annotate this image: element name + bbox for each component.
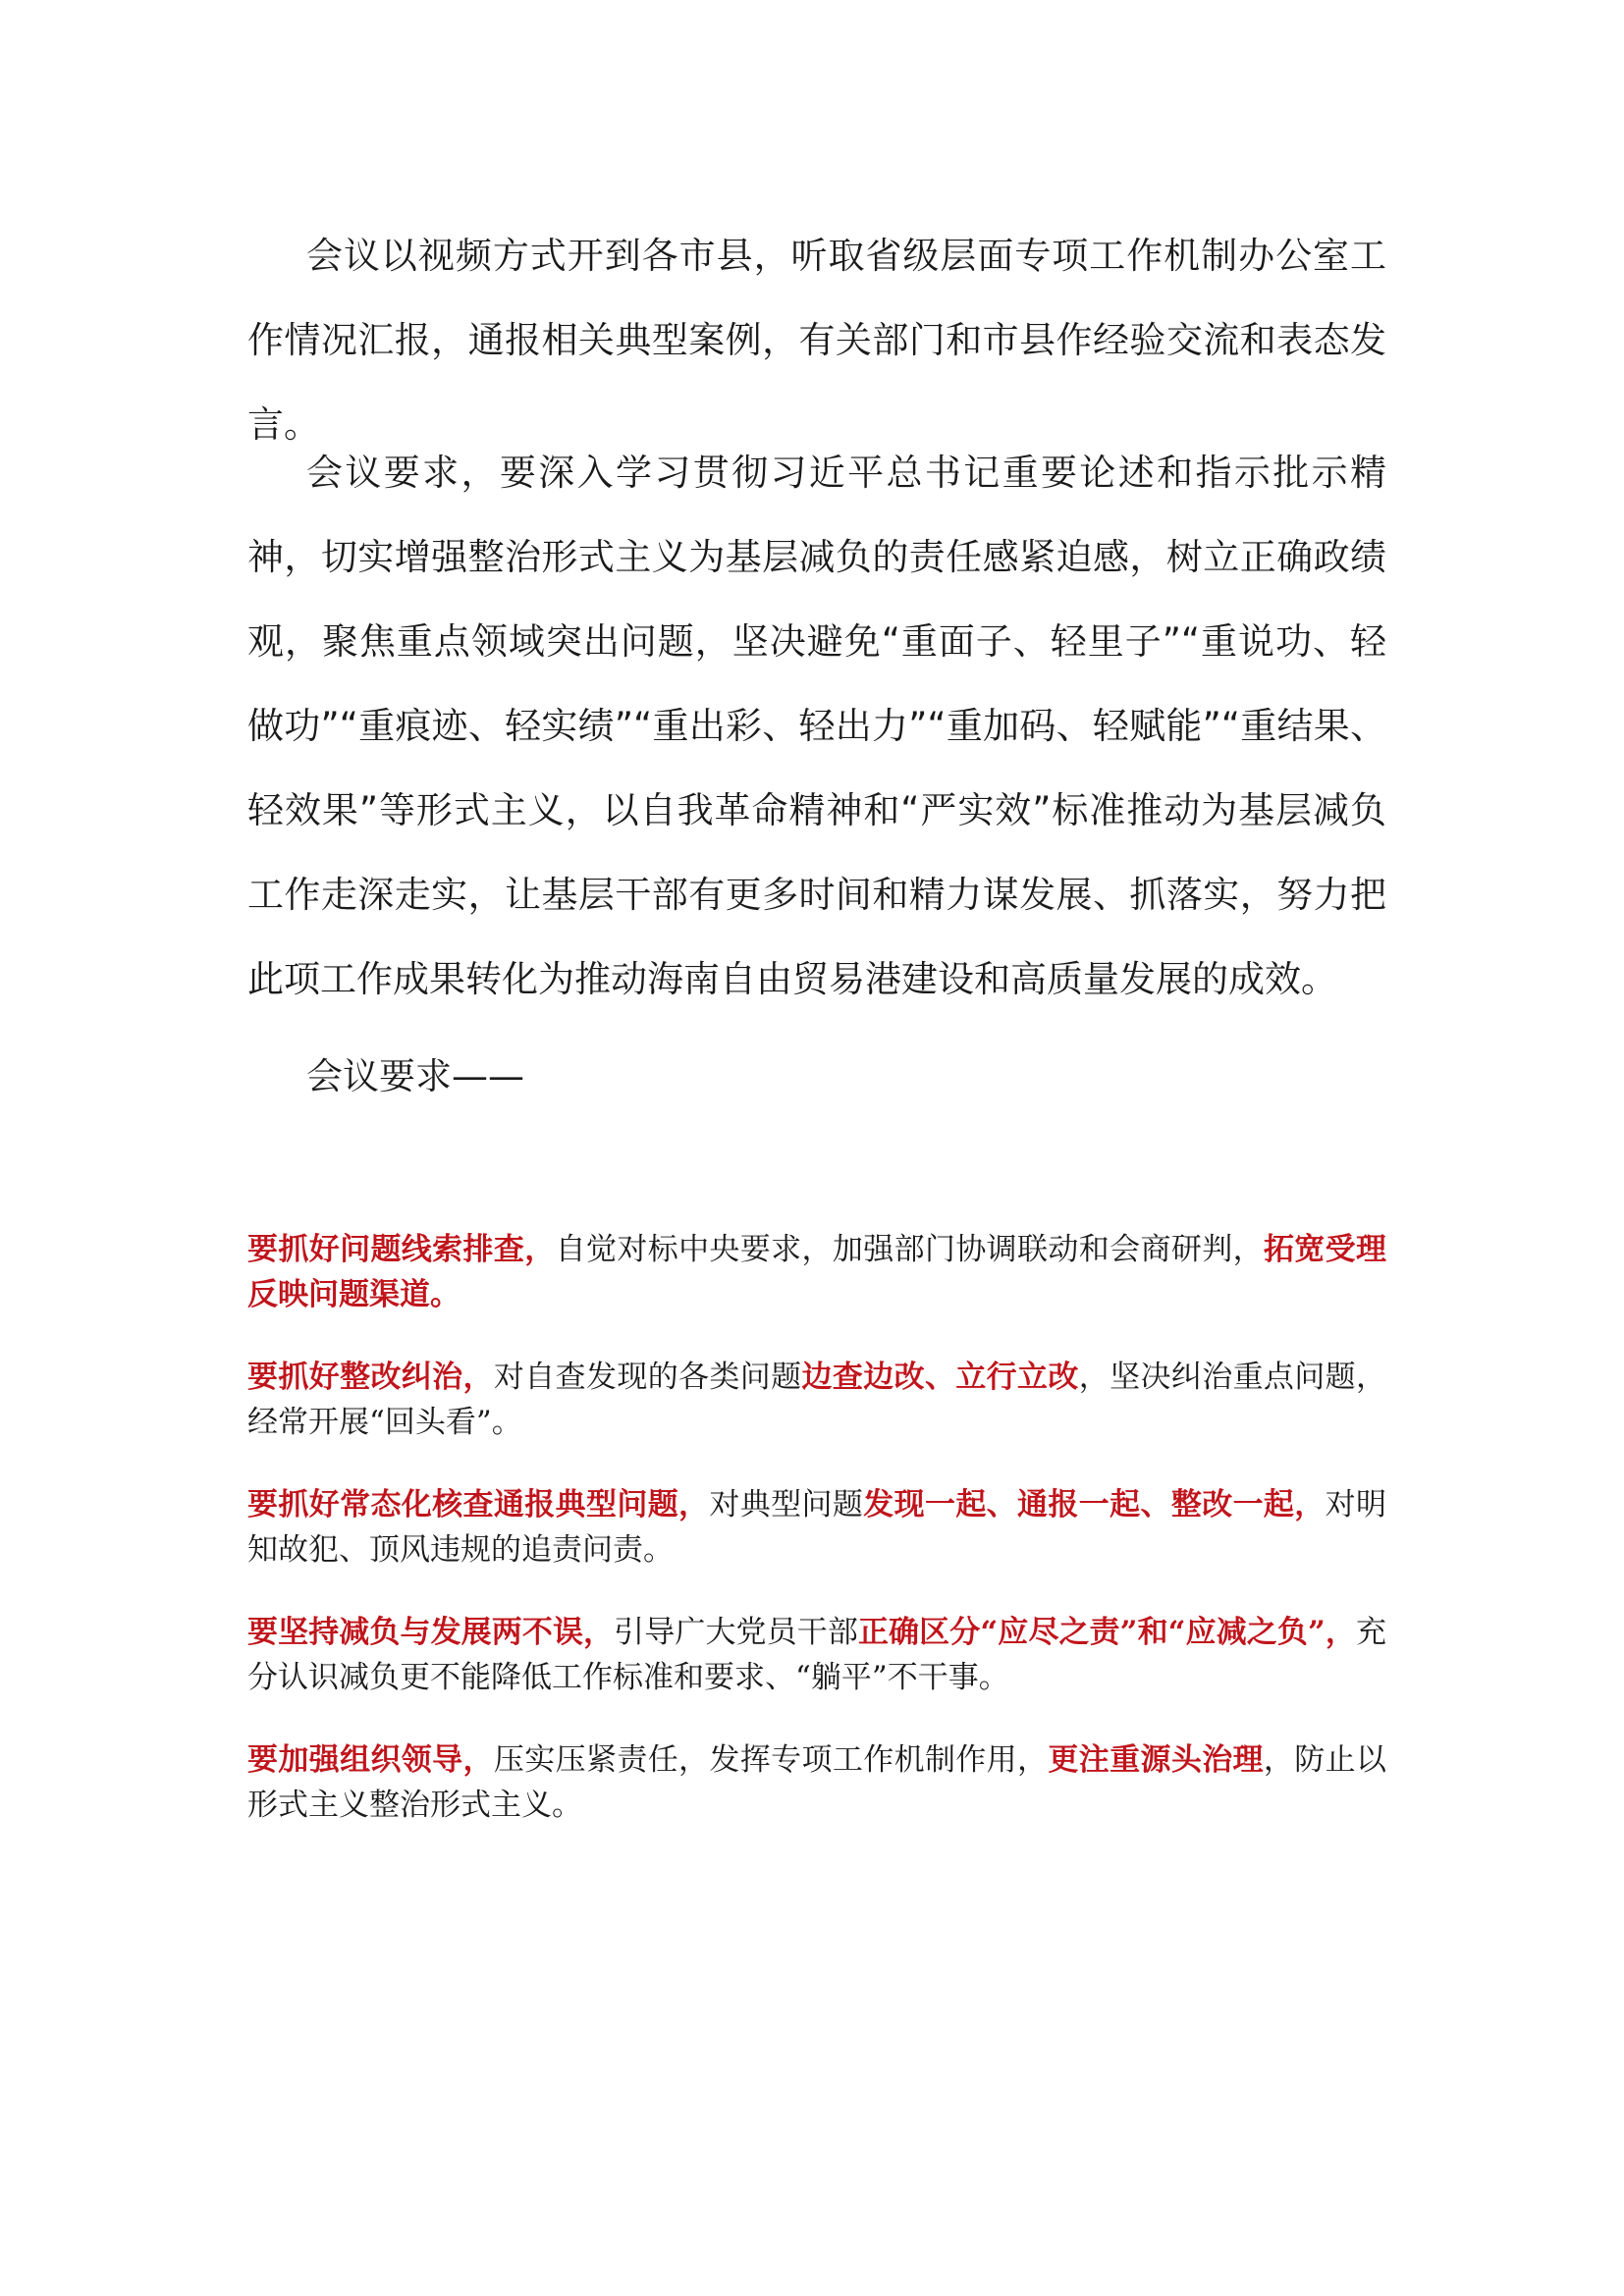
requirement-heading: 要加强组织领导，: [247, 1742, 494, 1778]
requirement-text: ，坚决纠治重点问题，经常开展“回头看”。: [247, 1360, 1387, 1440]
requirement-text: 对自查发现的各类问题: [493, 1360, 802, 1395]
requirement-text: ，防止以形式主义整治形式主义。: [247, 1742, 1387, 1823]
requirement-highlight: 发现一起、通报一起、整改一起，: [863, 1487, 1326, 1522]
requirement-highlight: 更注重源头治理: [1048, 1742, 1264, 1778]
requirement-highlight: 边查边改、立行立改: [801, 1360, 1079, 1395]
requirement-text: 引导广大党员干部: [614, 1615, 858, 1650]
requirement-item: [247, 1610, 1386, 1700]
requirement-heading: 要抓好整改纠治，: [247, 1360, 494, 1395]
requirement-text: 自觉对标中央要求，加强部门协调联动和会商研判，: [555, 1232, 1264, 1267]
requirement-heading: 要抓好问题线索排查，: [247, 1232, 556, 1267]
paragraph-requirements-intro: 会议要求——: [306, 1055, 524, 1097]
requirement-highlight: 正确区分“应尽之责”和“应减之负”，: [857, 1615, 1357, 1650]
requirement-item: [247, 1482, 1386, 1573]
requirement-item: [247, 1355, 1386, 1445]
requirement-heading: 要抓好常态化核查通报典型问题，: [247, 1487, 710, 1522]
requirement-heading: 要坚持减负与发展两不误，: [247, 1615, 615, 1650]
requirement-text: 对典型问题: [709, 1487, 864, 1522]
requirement-text: 对明知故犯、顶风违规的追责问责。: [247, 1487, 1387, 1568]
requirement-text: 压实压紧责任，发挥专项工作机制作用，: [493, 1742, 1049, 1778]
paragraph-meeting-format: 会议以视频方式开到各市县，听取省级层面专项工作机制办公室工作情况汇报，通报相关典型案例，有关部门和市县作经验交流和表态发言。: [247, 235, 1386, 446]
requirement-item: [247, 1737, 1386, 1828]
paragraph-meeting-requirements: 会议要求，要深入学习贯彻习近平总书记重要论述和指示批示精神，切实增强整治形式主义为基层减负的责任感紧迫感，树立正确政绩观，聚焦重点领域突出问题，坚决避免“重面子、轻里子”“重说功、轻做功”“重痕迹、轻实绩”“重出彩、轻出力”“重加码、轻赋能”“重结果、轻效果”等形式主义，以自我革命精神和“严实效”标准推动为基层减负工作走深走实，让基层干部有更多时间和精力谋发展、抓落实，努力把此项工作成果转化为推动海南自由贸易港建设和高质量发展的成效。: [247, 452, 1386, 1000]
requirement-highlight: 拓宽受理反映问题渠道。: [247, 1232, 1387, 1312]
requirement-item: [247, 1227, 1386, 1317]
requirement-text: 充分认识减负更不能降低工作标准和要求、“躺平”不干事。: [247, 1615, 1387, 1695]
